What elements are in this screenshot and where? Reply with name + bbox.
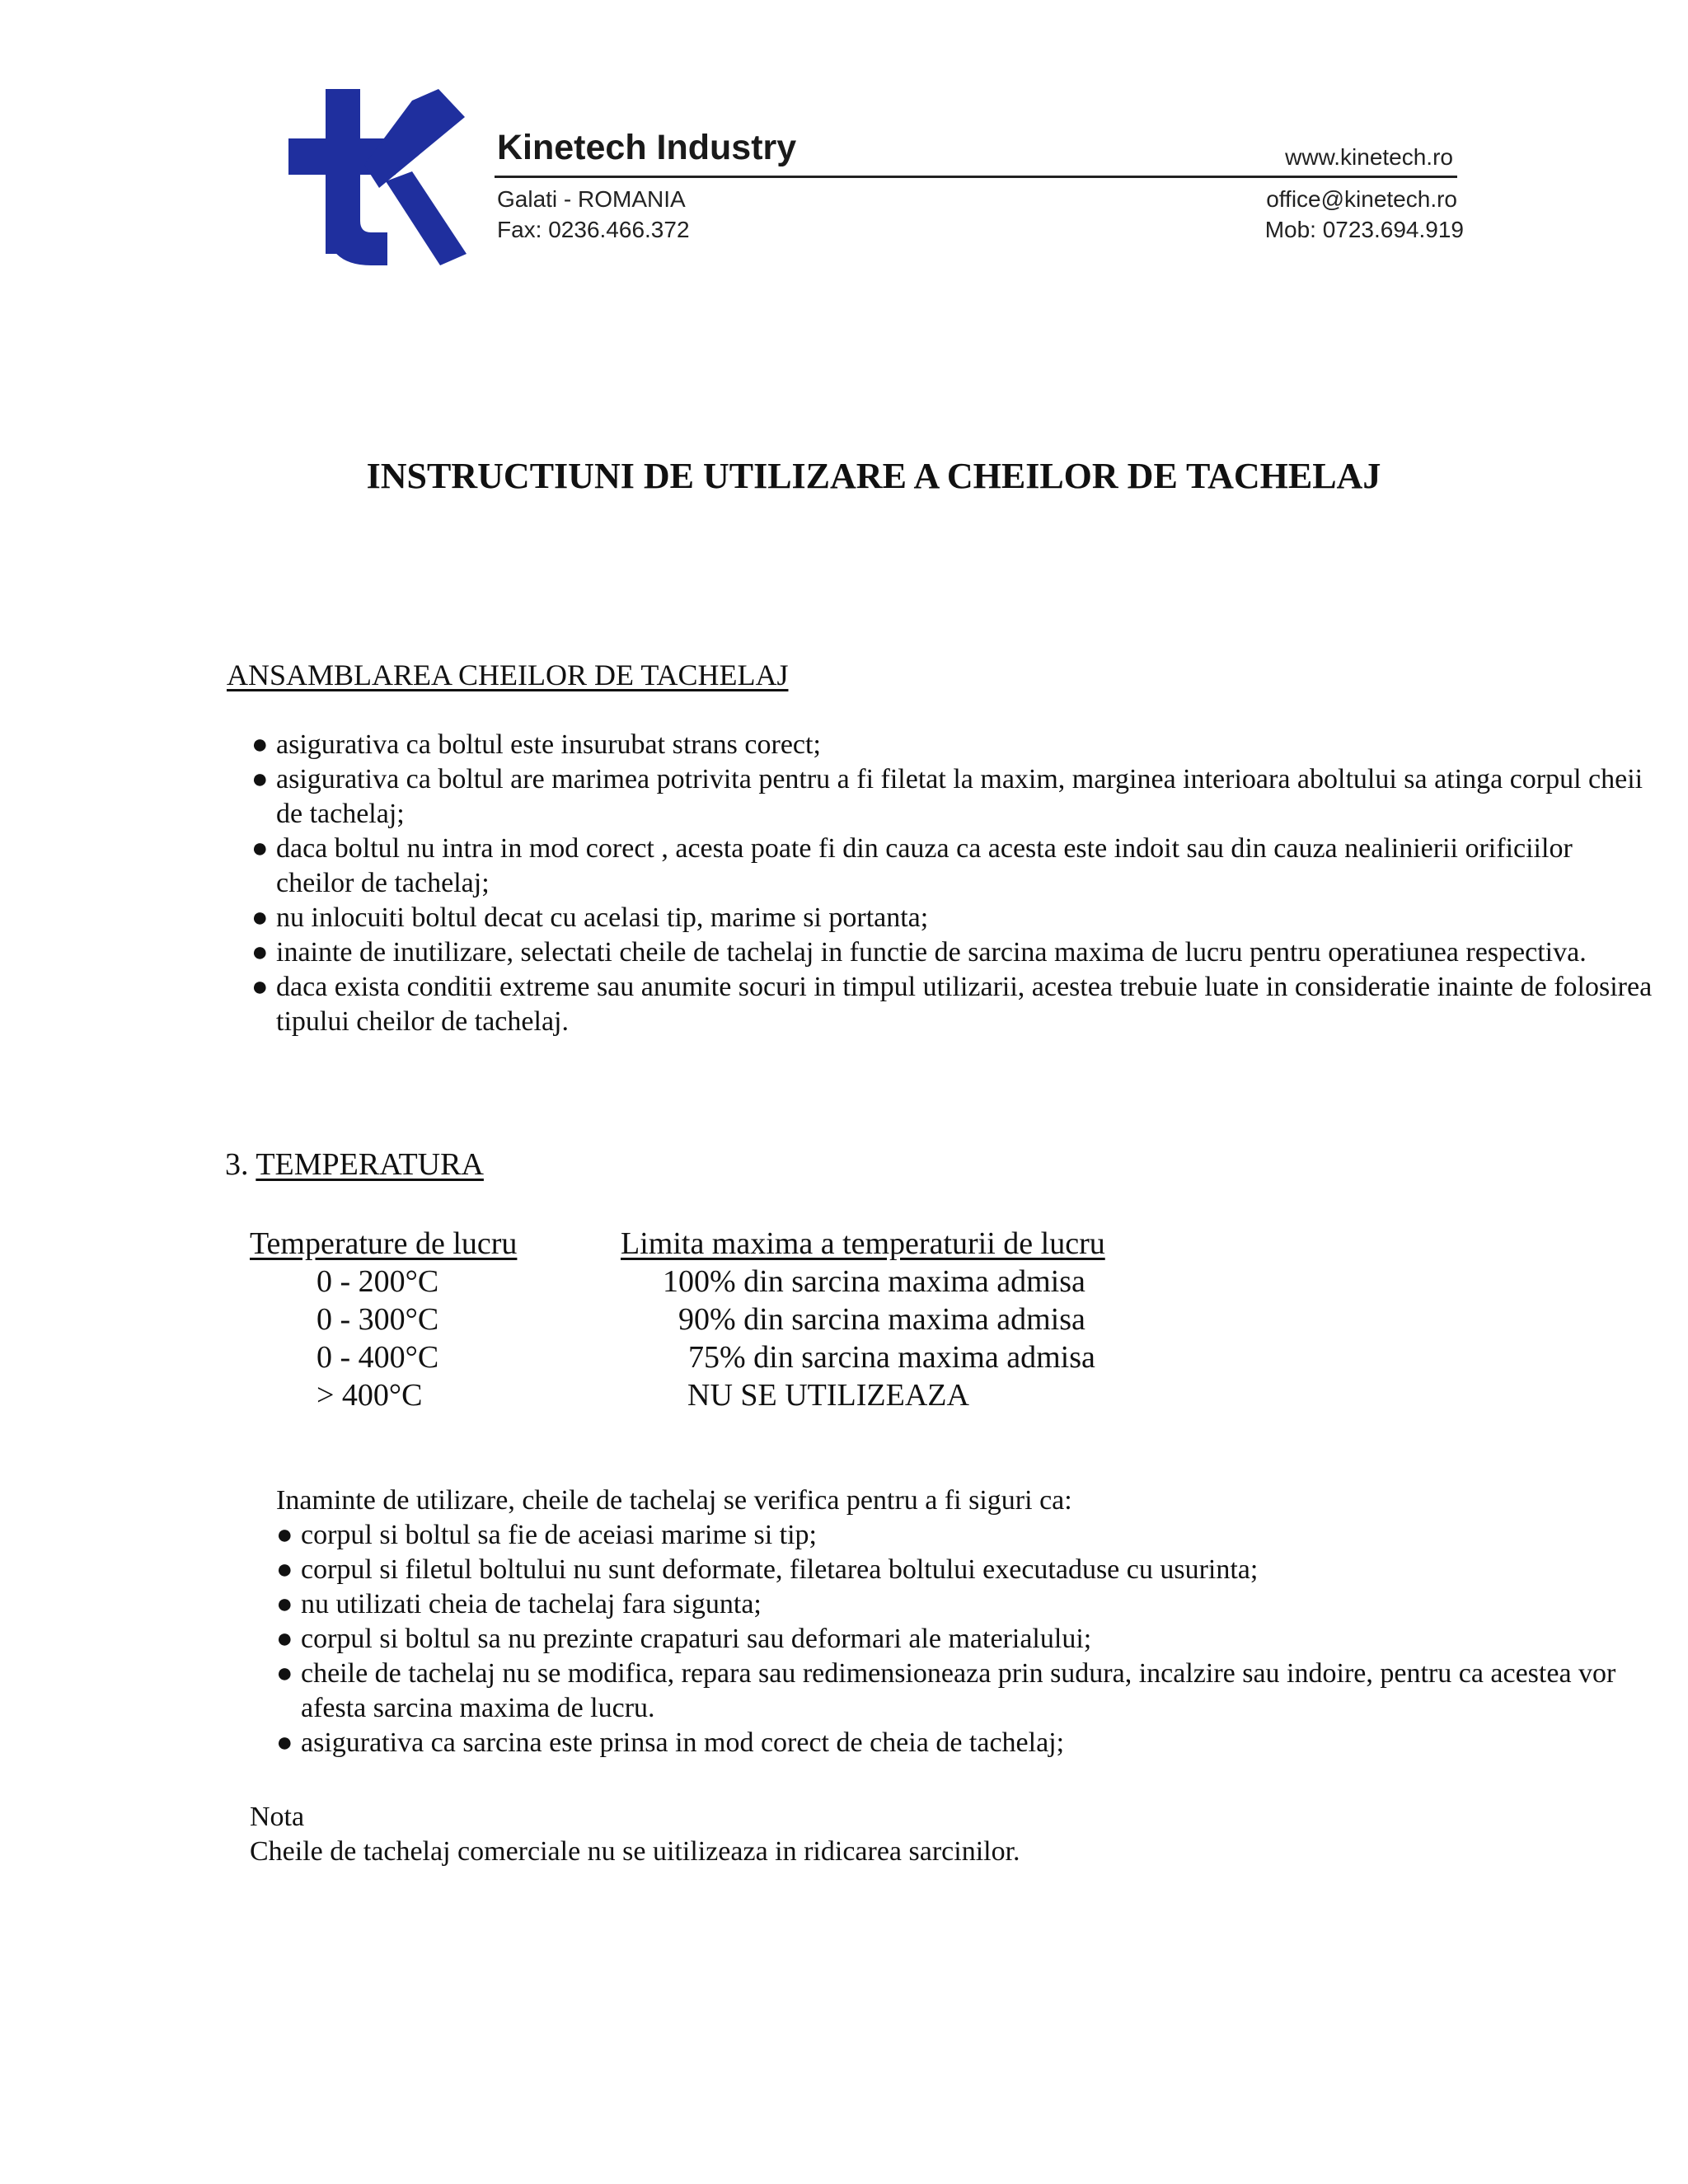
company-logo <box>288 89 470 267</box>
company-city: Galati - ROMANIA <box>497 186 686 212</box>
table-cell-temp: > 400°C <box>316 1378 423 1413</box>
list-item: ● asigurativa ca sarcina este prinsa in mod corect de cheia de tachelaj; <box>276 1726 1653 1760</box>
bullet-icon: ● <box>276 1554 293 1585</box>
mobile-number: Mob: 0723.694.919 <box>1264 217 1464 242</box>
bullet-icon: ● <box>276 1624 293 1654</box>
list-item: ● daca exista conditii extreme sau anumite socuri in timpul utilizarii, acestea trebuie luate in consideratie inainte de folosirea tipului cheilor de tachelaj. <box>251 972 1653 1037</box>
header-divider <box>495 176 1457 178</box>
bullet-icon: ● <box>251 972 269 1002</box>
list-item: ● corpul si filetul boltului nu sunt deformate, filetarea boltului executaduse cu usurinta; <box>276 1553 1653 1587</box>
company-name: Kinetech Industry <box>497 128 797 167</box>
table-cell-limit: NU SE UTILIZEAZA <box>687 1378 969 1413</box>
temperature-column-header: Temperature de lucru <box>250 1226 518 1261</box>
fax-number: Fax: 0236.466.372 <box>497 217 690 242</box>
list-item: ● asigurativa ca boltul este insurubat strans corect; <box>251 728 1653 762</box>
table-cell-limit: 75% din sarcina maxima admisa <box>688 1340 1095 1375</box>
section-heading-temperature <box>225 1148 484 1183</box>
bullet-icon: ● <box>276 1520 293 1550</box>
note-title: Nota <box>250 1802 305 1832</box>
list-item: ● inainte de inutilizare, selectati cheile de tachelaj in functie de sarcina maxima de lucru pentru operatiunea respectiva. <box>251 935 1653 970</box>
limit-column-header: Limita maxima a temperaturii de lucru <box>621 1226 1105 1261</box>
email-text: office@kinetech.ro <box>1266 186 1457 212</box>
bullet-icon: ● <box>276 1658 293 1689</box>
list-item: ● asigurativa ca boltul are marimea potrivita pentru a fi filetat la maxim, marginea interioara aboltului sa atinga corpul cheii de tachelaj; <box>251 764 1643 829</box>
table-cell-limit: 90% din sarcina maxima admisa <box>678 1302 1085 1337</box>
document-title: INSTRUCTIUNI DE UTILIZARE A CHEILOR DE TACHELAJ <box>366 456 1381 496</box>
list-item: ● daca boltul nu intra in mod corect , acesta poate fi din cauza ca acesta este indoit sau din cauza nealinierii orificiilor cheilor de tachelaj; <box>251 833 1573 898</box>
bullet-icon: ● <box>251 729 269 760</box>
bullet-icon: ● <box>251 937 269 968</box>
checks-intro: Inaminte de utilizare, cheile de tachelaj se verifica pentru a fi siguri ca: <box>276 1485 1072 1516</box>
section-number: 3. <box>225 1147 249 1182</box>
bullet-icon: ● <box>251 764 269 794</box>
list-item: ● corpul si boltul sa fie de aceiasi marime si tip; <box>276 1518 1653 1553</box>
checks-list <box>276 1518 1653 1760</box>
note-text: Cheile de tachelaj comerciale nu se uitilizeaza in ridicarea sarcinilor. <box>250 1836 1020 1867</box>
table-cell-limit: 100% din sarcina maxima admisa <box>663 1264 1085 1299</box>
assembly-list <box>251 728 1653 1039</box>
table-cell-temp: 0 - 400°C <box>316 1340 439 1375</box>
bullet-icon: ● <box>276 1727 293 1758</box>
bullet-icon: ● <box>251 833 269 864</box>
table-cell-temp: 0 - 200°C <box>316 1264 439 1299</box>
bullet-icon: ● <box>276 1589 293 1619</box>
list-item: ● nu utilizati cheia de tachelaj fara sigunta; <box>276 1587 1653 1622</box>
table-cell-temp: 0 - 300°C <box>316 1302 439 1337</box>
section-title: TEMPERATURA <box>256 1147 484 1182</box>
bullet-icon: ● <box>251 902 269 933</box>
list-item: ● nu inlocuiti boltul decat cu acelasi tip, marime si portanta; <box>251 901 1653 935</box>
list-item: ● cheile de tachelaj nu se modifica, repara sau redimensioneaza prin sudura, incalzire sau indoire, pentru ca acestea vor afesta sarcina maxima de lucru. <box>276 1658 1616 1723</box>
section-heading-assembly: ANSAMBLAREA CHEILOR DE TACHELAJ <box>227 658 789 691</box>
website-text: www.kinetech.ro <box>1285 144 1453 170</box>
list-item: ● corpul si boltul sa nu prezinte crapaturi sau deformari ale materialului; <box>276 1622 1653 1657</box>
